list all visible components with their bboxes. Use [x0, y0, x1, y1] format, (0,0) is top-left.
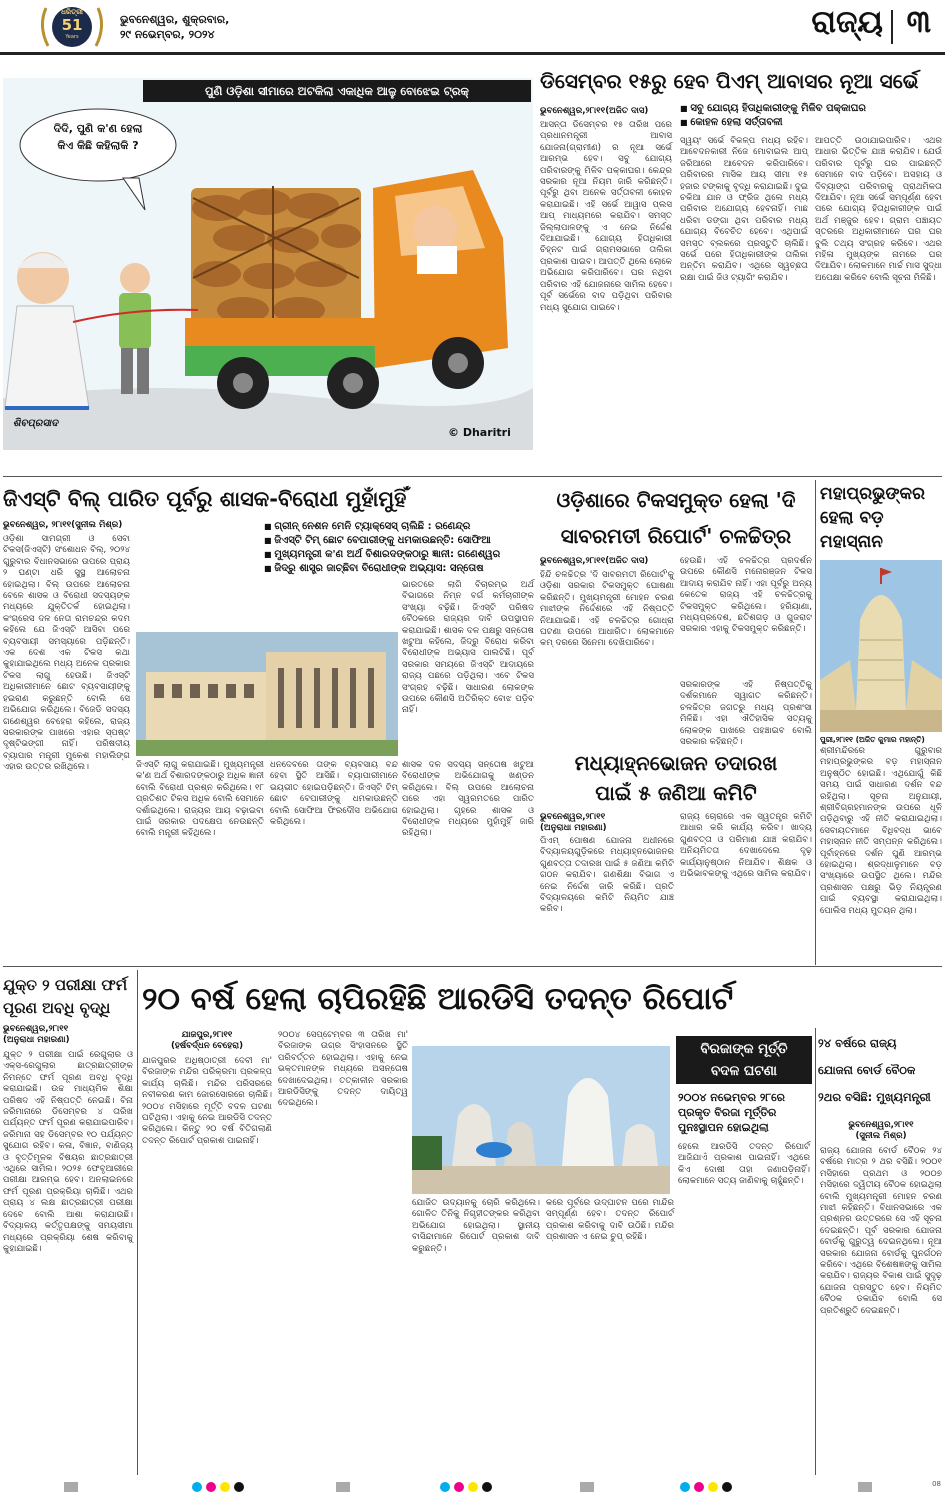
divider-top — [3, 476, 942, 477]
plus2-byline-place: ଭୁବନେଶ୍ୱର,୨୮ା୧୧ — [3, 1024, 69, 1034]
plus2-headline-line-2: ପୂରଣ ଅବଧି ବୃଦ୍ଧି — [3, 999, 111, 1017]
story-awas-bullets — [680, 102, 940, 130]
story-gst-col2: ଭାରତରେ ଲାଗି ବିଚାରମ୍ଭ ଅର୍ଥ ବିଭାଗରେ ନିମ୍ନ ବର୍ଗ କର୍ମଚାରୀଙ୍କ ସଂଖ୍ୟା ବଢ଼ିଛି। ଜିଏସ୍‌ଟି ପରିଷଦ ବୈଠକରେ ରାଜ୍ୟର ଦାବି ଉପସ୍ଥାପନ କରାଯାଇଛି। ଶାସକ ଦଳ ପକ୍ଷରୁ ସନ୍ତୋଷ ଖଟୁଆ କହିଲେ, ଜିଦ୍‌ରୁ ବିରୋଧ କରିବା ବିରୋଧୀଙ୍କ ଅଭ୍ୟାସ ପାଲଟିଛି। ପୂର୍ବ ସରକାର ସମୟରେ ଜିଏସ୍‌ଟି ଆଦାୟରେ ରାଜ୍ୟ ପଛରେ ପଡ଼ିଥିଲା। ଏବେ ଟିକସ ସଂଗ୍ରହ ବଢ଼ିଛି। ସାଧାରଣ ଲୋକଙ୍କ ଉପରେ କୌଣସି ଅତିରିକ୍ତ ବୋଝ ପଡ଼ିବ ନାହିଁ। — [402, 580, 534, 716]
story-awas-byline: ଭୁବନେଶ୍ୱର,୨୮ା୧୧(ଅଜିତ ଦାସ) — [540, 106, 649, 116]
cyan-dot-3 — [680, 1482, 690, 1492]
story-gst-col-c: ଶାସକ ଦଳ ସଦସ୍ୟ ସନ୍ତୋଷ ଖଟୁଆ ବିରୋଧୀଙ୍କ ଅଭିଯୋଗକୁ ଖଣ୍ଡନ କରିଥିଲେ। ବିଲ୍ ଉପରେ ଆଲୋଚନା ପରେ ଏହା ସ୍ୱରମତରେ ପାରିତ ହୋଇଥିଲା। ଗୃହରେ ଶାସକ ଓ ବିରୋଧୀଙ୍କ ମଧ୍ୟରେ ମୁହାଁମୁହିଁ ଜାରି ରହିଥିଲା। — [402, 760, 534, 839]
meal-byline-author: (ଅନୁରାଧା ମହାରଣା) — [540, 823, 607, 833]
gray-swatch-2 — [336, 1482, 350, 1492]
dateline — [120, 12, 229, 42]
yellow-dot-2 — [468, 1482, 478, 1492]
story-plus2-byline — [3, 1024, 135, 1046]
story-gst-byline: ଭୁବନେଶ୍ୱର, ୨୮ା୧୧(ସୁନୀଲ ମିଶ୍ର) — [3, 520, 123, 530]
story-plus2-headline — [3, 974, 135, 1020]
rdc-sidebar-title-line-1: ବିରଜାଙ୍କ ମୂର୍ତ୍ତି — [700, 1041, 788, 1057]
film-headline-line-1: ଓଡ଼ିଶାରେ ଟିକସମୁକ୍ତ ହେଲା 'ଦି — [556, 488, 796, 512]
plus2-byline-author: (ଅନୁରାଧା ମହାରଣା) — [3, 1035, 70, 1045]
biraja-temple-image — [412, 1046, 670, 1194]
story-gst-bullets — [264, 520, 536, 576]
temple-photo — [820, 560, 942, 732]
story-awas-col3: ଆପତ୍ତି ଉଠାଯାଇପାରିବ। ଏଥର ଆଧାର ଭିତ୍ତିକ ଯାଞ୍ଚ କରାଯିବ। ଯେଉଁ ପରିବାର ପୂର୍ବରୁ ଘର ପାଇଛନ୍ତି ସେମାନେ ବାଦ ପଡ଼ିବେ। ଅସହାୟ ଓ ଦିବ୍ୟାଙ୍ଗ ପରିବାରକୁ ପ୍ରାଥମିକତା ଦିଆଯିବ। ନୂଆ ସର୍ଭେ ସମ୍ପୂର୍ଣ୍ଣ ହେବା ପରେ ଯୋଗ୍ୟ ହିତାଧିକାରୀଙ୍କ ପାଇଁ ଅର୍ଥ ମଞ୍ଜୁର ହେବ। ଗ୍ରାମ ପଞ୍ଚାୟତ ସ୍ତରରେ ଅଧିକାରୀମାନେ ଘର ଘର ବୁଲି ତଥ୍ୟ ସଂଗ୍ରହ କରିବେ। ଏଥର ମହିଳା ମୁଖ୍ୟଙ୍କ ନାମରେ ଘର ଦିଆଯିବ। ଲୋକମାନେ ମାର୍ଚ୍ଚ ମାସ ସୁଦ୍ଧା ଅପେକ୍ଷା କରିବେ ବୋଲି ସୂଚନା ମିଳିଛି। — [815, 136, 942, 283]
logo-emblem — [36, 2, 108, 50]
page-number: ୩ — [906, 4, 931, 40]
header-rule — [0, 52, 945, 55]
section-title: ରାଜ୍ୟ — [811, 4, 883, 40]
mahasnana-headline-line-3: ମହାସ୍ନାନ — [820, 532, 883, 552]
story-meal-headline — [540, 748, 812, 808]
board-headline-line-3: ୨ଥର ବସିଛି: ମୁଖ୍ୟମନ୍ତ୍ରୀ — [818, 1090, 931, 1104]
copyright-mark: © Dharitri — [448, 426, 511, 439]
speech-line-2: କିଏ କିଛି କହିଲାକି ? — [57, 139, 139, 152]
divider-middle — [3, 966, 942, 967]
gray-swatch-3 — [580, 1482, 594, 1492]
board-headline-line-2: ଯୋଜନା ବୋର୍ଡ ବୈଠକ — [818, 1063, 916, 1077]
story-awas-col1: ଆସନ୍ତା ଡିସେମ୍ବର ୧୫ ତାରିଖ ପରେ ପ୍ରଧାନମନ୍ତ୍ରୀ ଆବାସ ଯୋଜନା(ଗ୍ରାମୀଣ) ର ନୂଆ ସର୍ଭେ ଆରମ୍ଭ ହେବ। ସବୁ ଯୋଗ୍ୟ ପରିବାରଙ୍କୁ ମିଳିବ ପକ୍କାଘର। କେନ୍ଦ୍ର ସରକାର ନୂଆ ନିୟମ ଜାରି କରିଛନ୍ତି। ପୂର୍ବରୁ ଥିବା ଅନେକ ସର୍ତ୍ତାବଳୀ କୋହଳ କରାଯାଇଛି। ଏହି ସର୍ଭେ ଆୱାସ ପ୍ଲସ ଆପ୍ ମାଧ୍ୟମରେ କରାଯିବ। ସମସ୍ତ ଜିଲ୍ଲାପାଳଙ୍କୁ ଏ ନେଇ ନିର୍ଦ୍ଦେଶ ଦିଆଯାଇଛି। ଯୋଗ୍ୟ ହିତାଧିକାରୀ ଚିହ୍ନଟ ପାଇଁ ଗ୍ରାମସଭାରେ ତାଲିକା ପ୍ରକାଶ ପାଇବ। ଆପତ୍ତି ଥିଲେ ଲୋକେ ଅଭିଯୋଗ କରିପାରିବେ। ଘର ନଥିବା ପରିବାର ଏହି ଯୋଜନାରେ ସାମିଲ ହେବେ। ପୂର୍ବ ସର୍ଭେରେ ବାଦ ପଡ଼ିଥିବା ପରିବାର ମଧ୍ୟ ସୁଯୋଗ ପାଇବେ। — [540, 120, 672, 313]
logo-number: 51 — [61, 16, 83, 34]
story-board-headline — [818, 1030, 942, 1111]
rdc-sidebar-subhead: ୨୦୦୪ ନଭେମ୍ବର ୨୮ରେ ପ୍ରକୃତ ବିରଜା ମୂର୍ତ୍ତିର ପୁନଃସ୍ଥାପନ ହୋଇଥିଲା — [678, 1091, 785, 1134]
story-rdc-col2: ୨୦୦୪ ସେପ୍ଟେମ୍ବର ୩ ତାରିଖ ମା' ବିରଜାଙ୍କ ଉଗ୍ର ସିଂହାସନରେ ସ୍ଥିତି ପରିବର୍ତ୍ତନ ହୋଇଥିଲା। ଏହାକୁ ନେଇ ଭକ୍ତମାନଙ୍କ ମଧ୍ୟରେ ଅସନ୍ତୋଷ ଦେଖାଦେଇଥିଲା। ତତ୍କାଳୀନ ସରକାର ଆରଡିସିଙ୍କୁ ତଦନ୍ତ ଦାୟିତ୍ୱ ଦେଇଥିଲେ। — [278, 1030, 408, 1109]
rdc-sidebar-body: ହେଲେ ଆରଡିସି ତଦନ୍ତ ରିପୋର୍ଟ ଆଜିଯାଏଁ ପ୍ରକାଶ ପାଇନାହିଁ। ଏଥିରେ କିଏ ଦୋଷୀ ତାହା ଜଣାପଡ଼ିନାହିଁ। ଲୋକମାନେ ସତ୍ୟ ଜାଣିବାକୁ ଚାହୁଁଛନ୍ତି। — [678, 1142, 810, 1187]
awas-bullet-1: ■ ସବୁ ଯୋଗ୍ୟ ହିତାଧିକାରୀଙ୍କୁ ମିଳିବ ପକ୍କାଘର — [680, 102, 940, 116]
speech-bubble-text — [33, 120, 163, 154]
section-divider — [891, 10, 893, 44]
story-rdc-headline: ୨୦ ବର୍ଷ ହେଲା ଚାପିରହିଛି ଆରଡିସି ତଦନ୍ତ ରିପୋର୍ଟ — [142, 981, 734, 1017]
dateline-date: ୨୯ ନଭେମ୍ବର, ୨୦୨୪ — [120, 28, 215, 41]
divider-right-column — [815, 480, 816, 965]
story-rdc-col1: ଯାଜପୁରର ଅଧିଷ୍ଠାତ୍ରୀ ଦେବୀ ମା' ବିରଜାଙ୍କ ମନ୍ଦିର ପରିକ୍ରମା ପ୍ରକଳ୍ପ କାର୍ଯ୍ୟ ଚାଲିଛି। ମନ୍ଦିର ପରିସରରେ ନବୀକରଣ କାମ ଜୋରସୋରରେ ଚାଲିଛି। ୨୦୦୪ ମସିହାରେ ମୂର୍ତ୍ତି ବଦଳ ଘଟଣା ଘଟିଥିଲା। ଏହାକୁ ନେଇ ଆରଡିସି ତଦନ୍ତ କରିଥିଲେ। କିନ୍ତୁ ୨୦ ବର୍ଷ ବିତିଗଲାଣି ତଦନ୍ତ ରିପୋର୍ଟ ପ୍ରକାଶ ପାଇନାହିଁ। — [142, 1056, 272, 1146]
mahasnana-headline-line-2: ହେଲା ବଡ଼ — [820, 508, 884, 528]
meal-headline-line-2: ପାଇଁ ୫ ଜଣିଆ କମିଟି — [595, 781, 757, 805]
black-dot — [234, 1482, 244, 1492]
divider-board — [815, 1028, 816, 1475]
divider-plus2 — [137, 970, 138, 1475]
film-headline-line-2: ସାବରମତୀ ରିପୋର୍ଟ' ଚଳଚ୍ଚିତ୍ର — [560, 524, 792, 548]
cartoon — [3, 78, 533, 450]
story-gst-col-b: ଧନଦେବରେ ତାଙ୍କ ବ୍ୟବସାୟ ବନ୍ଦ ହେବା ସ୍ଥିତି ଆସିଛି। ବ୍ୟାପାରୀମାନେ ଭୟଭୀତ ହୋଇପଡ଼ିଛନ୍ତି। ଜିଏସ୍‌ଟି ଟିମ୍ ଛୋଟ ବେପାରୀଙ୍କୁ ଧମକାଉଛନ୍ତି ବୋଲି ସୋଫିଆ ଫିରଦୌସ ଅଭିଯୋଗ କରିଥିଲେ। — [270, 760, 398, 828]
yellow-dot — [220, 1482, 230, 1492]
story-meal-col2: ରାଜ୍ୟ ଚୋରାରେ ଏକ ସ୍ୱତନ୍ତ୍ର କମିଟି ଆଧାର କରି କାର୍ଯ୍ୟ କରିବ। ଖାଦ୍ୟ ଗୁଣବତ୍ତା ଓ ପରିମାଣ ଯାଞ୍ଚ କରାଯିବ। ଅନିୟମିତତା ଦେଖାଦେଲେ ଦୃଢ଼ କାର୍ଯ୍ୟାନୁଷ୍ଠାନ ନିଆଯିବ। ଶିକ୍ଷକ ଓ ଅଭିଭାବକଙ୍କୁ ଏଥିରେ ସାମିଲ କରାଯିବ। — [680, 812, 812, 880]
jagannath-temple-image — [820, 560, 942, 732]
page-marker: 08 — [932, 1480, 941, 1488]
assembly-building-image — [136, 632, 398, 756]
awas-bullet-2: ■ କୋହଳ ହେଲା ସର୍ତ୍ତାବଳୀ — [680, 116, 940, 130]
gray-swatch — [64, 1482, 78, 1492]
story-awas-col2: ସ୍ୱୟଂ ସର୍ଭେ ବିକଳ୍ପ ମଧ୍ୟ ରହିବ। ଆବେଦନକାରୀ ନିଜେ ମୋବାଇଲ ଆପ୍ ଜରିଆରେ ଆବେଦନ କରିପାରିବେ। ପରିବାରର ମାସିକ ଆୟ ସୀମା ୧୫ ହଜାର ଟଙ୍କାକୁ ବୃଦ୍ଧି କରାଯାଇଛି। ଦୁଇ ଚକିଆ ଯାନ ଓ ଫ୍ରିଜ ଥିଲେ ମଧ୍ୟ ପରିବାର ଅଯୋଗ୍ୟ ହେବନାହିଁ। ମାଛ ଧରିବା ଡଙ୍ଗା ଥିବା ପରିବାର ମଧ୍ୟ ଯୋଗ୍ୟ ବିବେଚିତ ହେବେ। ଏଥିପାଇଁ ସମସ୍ତ ବ୍ଲକରେ ପ୍ରସ୍ତୁତି ଚାଲିଛି। ସର୍ଭେ ପରେ ହିତାଧିକାରୀଙ୍କ ତାଲିକା ଅନ୍ତିମ କରାଯିବ। ଏଥିରେ ସ୍ୱଚ୍ଛତା ରକ୍ଷା ପାଇଁ ଜିଓ ଟ୍ୟାଗିଂ କରାଯିବ। — [680, 136, 808, 283]
cartoonist-signature: ଶିବପ୍ରସାଦ — [13, 418, 58, 429]
magenta-dot-2 — [454, 1482, 464, 1492]
board-headline-line-1: ୨୪ ବର୍ଷରେ ରାଜ୍ୟ — [818, 1036, 897, 1050]
logo-years: Years — [65, 34, 79, 40]
story-mahasnana-byline: ପୁରୀ,୨୮ା୧୧ (ଅଜିତ କୁମାର ମହାନ୍ତି) — [820, 735, 925, 744]
story-meal-col1: ପିଏମ୍ ପୋଷଣ ଯୋଜନା ଅଧୀନରେ ବିଦ୍ୟାଳୟଗୁଡ଼ିକରେ ମଧ୍ୟାହ୍ନଭୋଜନର ଗୁଣବତ୍ତା ତଦାରଖ ପାଇଁ ୫ ଜଣିଆ କମିଟି ଗଠନ କରାଯିବ। ଗଣଶିକ୍ଷା ବିଭାଗ ଏ ନେଇ ନିର୍ଦ୍ଦେଶ ଜାରି କରିଛି। ପ୍ରତି ବିଦ୍ୟାଳୟରେ କମିଟି ନିୟମିତ ଯାଞ୍ଚ କରିବ। — [540, 836, 674, 915]
story-film-col1: ହିନ୍ଦି ଚଳଚ୍ଚିତ୍ର 'ଦି ସାବରମତୀ ରିପୋର୍ଟ'କୁ ଓଡ଼ିଶା ସରକାର ଟିକସମୁକ୍ତ ଘୋଷଣା କରିଛନ୍ତି। ମୁଖ୍ୟମନ୍ତ୍ରୀ ମୋହନ ଚରଣ ମାଝୀଙ୍କ ନିର୍ଦ୍ଦେଶରେ ଏହି ନିଷ୍ପତ୍ତି ନିଆଯାଇଛି। ଏହି ଚଳଚ୍ଚିତ୍ର ଗୋଧ୍ରା ଘଟଣା ଉପରେ ଆଧାରିତ। ଲୋକମାନେ କମ୍ ଦରରେ ସିନେମା ଦେଖିପାରିବେ। — [540, 570, 674, 649]
rdc-sidebar-title-line-2: ବଦଳ ଘଟଣା — [710, 1063, 778, 1079]
cyan-dot — [192, 1482, 202, 1492]
black-dot-2 — [482, 1482, 492, 1492]
magenta-dot — [206, 1482, 216, 1492]
gst-bullet-2: ■ ଜିଏସ୍‌ଟି ଟିମ୍ ଛୋଟ ବେପାରୀଙ୍କୁ ଧମକାଉଛନ୍ତି: ସୋଫିଆ — [264, 534, 536, 548]
gst-bullet-1: ■ ଗ୍ରୀନ୍ ନେଶନ ମେନି ଟ୍ୟାକ୍ସେସ୍ ଚାଲିଛି : ରଣେନ୍ଦ୍ର — [264, 520, 536, 534]
story-gst-col1: ଓଡ଼ିଶା ସାମଗ୍ରୀ ଓ ସେବା ଟିକସ(ଜିଏସ୍‌ଟି) ସଂଶୋଧନ ବିଲ୍, ୨୦୨୪ ଗୁରୁବାର ବିଧାନସଭାରେ ଉପରେ ପ୍ରାୟ ୨ ଘଣ୍ଟା ଧରି ସୁସ୍ଥ ଆଲୋଚନା ହୋଇଥିଲା। ବିଲ୍ ଉପରେ ଆଲୋଚନା ବେଳେ ଶାସକ ଓ ବିରୋଧୀ ସଦସ୍ୟଙ୍କ ମଧ୍ୟରେ ଯୁକ୍ତିତର୍କ ହୋଇଥିଲା। କଂଗ୍ରେସ ଦଳ ନେତା ରାମଚନ୍ଦ୍ର କଦମ କହିଲେ ଯେ ଜିଏସ୍‌ଟି ଆସିବା ପରେ ବ୍ୟବସାୟୀ ସମସ୍ୟାରେ ପଡ଼ିଛନ୍ତି। ଏକ ଦେଶ ଏକ ଟିକସ କଥା କୁହାଯାଇଥିଲେ ମଧ୍ୟ ଅନେକ ପ୍ରକାର ଟିକସ ଲାଗୁ ହେଉଛି। ଜିଏସ୍‌ଟି ଅଧିକାରୀମାନେ ଛୋଟ ବ୍ୟବସାୟୀଙ୍କୁ ହଇରାଣ କରୁଛନ୍ତି ବୋଲି ସେ ଅଭିଯୋଗ କରିଥିଲେ। ବିଜେଡି ସଦସ୍ୟ ଗଣେଶ୍ୱର ବେହେରା କହିଲେ, ରାଜ୍ୟ ସରକାରଙ୍କ ପାଖରେ ଏହାର ସ୍ପଷ୍ଟ ଦୃଷ୍ଟିଭଙ୍ଗୀ ନାହିଁ। ପରିଷଦୀୟ ବ୍ୟାପାର ମନ୍ତ୍ରୀ ମୁକେଶ ମହାଲିଙ୍ଗ ଏହାର ଉତ୍ତର ରଖିଥିଲେ। — [3, 534, 130, 773]
gst-bullet-4: ■ ଜିଦ୍‌ରୁ ଶାସ୍ତ୍ର ଜାଚ୍ଛିବା ବିରୋଧୀଙ୍କ ଅଭ୍ୟାସ: ସନ୍ତୋଷ — [264, 562, 536, 576]
biraja-temple-photo — [412, 1046, 670, 1194]
story-film-headline — [540, 482, 812, 554]
assembly-photo — [136, 632, 398, 756]
board-byline-author: (ସୁନୀଲ ମିଶ୍ର) — [855, 1131, 907, 1141]
black-dot-3 — [722, 1482, 732, 1492]
story-plus2-body: ଯୁକ୍ତ ୨ ପରୀକ୍ଷା ପାଇଁ ରେଗୁଲାର ଓ ଏକ୍ସ-ରେଗୁଲାର ଛାତ୍ରଛାତ୍ରୀଙ୍କ ନିମନ୍ତେ ଫର୍ମ ପୂରଣ ଅବଧି ବୃଦ୍ଧି କରାଯାଇଛି। ଉଚ୍ଚ ମାଧ୍ୟମିକ ଶିକ୍ଷା ପରିଷଦ ଏହି ନିଷ୍ପତ୍ତି ନେଇଛି। ବିନା ଜରିମାନାରେ ଡିସେମ୍ବର ୪ ତାରିଖ ପର୍ଯ୍ୟନ୍ତ ଫର୍ମ ପୂରଣ କରାଯାଇପାରିବ। ଜରିମାନା ସହ ଡିସେମ୍ବର ୧୦ ପର୍ଯ୍ୟନ୍ତ ସୁଯୋଗ ରହିବ। କଳା, ବିଜ୍ଞାନ, ବାଣିଜ୍ୟ ଓ ବୃତ୍ତିମୂଳକ ବିଷୟର ଛାତ୍ରଛାତ୍ରୀ ଏଥିରେ ସାମିଲ। ୨୦୨୫ ଫେବୃଆରୀରେ ପରୀକ୍ଷା ଆରମ୍ଭ ହେବ। ଅନଲାଇନରେ ଫର୍ମ ପୂରଣ ପ୍ରକ୍ରିୟା ଚାଲିଛି। ଏଥର ପ୍ରାୟ ୪ ଲକ୍ଷ ଛାତ୍ରଛାତ୍ରୀ ପରୀକ୍ଷା ଦେବେ ବୋଲି ଆଶା କରାଯାଉଛି। ବିଦ୍ୟାଳୟ କର୍ତ୍ତୃପକ୍ଷଙ୍କୁ ସମୟସୀମା ମଧ୍ୟରେ ପ୍ରକ୍ରିୟା ଶେଷ କରିବାକୁ କୁହାଯାଇଛି। — [3, 1050, 133, 1254]
story-rdc-col3: ଯୋଜିତ ଉଦ୍ୟାନକୁ ଚୋରି କରିଥିଲେ। ଗୋଳିତ ତିନିକୁ ନିଗୃହୀତଙ୍କର କରିଥିବା ଅଭିଯୋଗ ହୋଇଥିଲା। ସ୍ଥାନୀୟ ବାସିନ୍ଦାମାନେ ରିପୋର୍ଟ ପ୍ରକାଶ ଦାବି କରୁଛନ୍ତି। — [412, 1198, 540, 1254]
yellow-dot-3 — [708, 1482, 718, 1492]
story-rdc-col4: କରେ ପୂର୍ବରେ ଉଦ୍‌ଘାଟନ ପରେ ମାନ୍ଦିର ସମ୍ପୂର୍ଣ୍ଣ ହେବ। ତଦନ୍ତ ରିପୋର୍ଟ ପ୍ରକାଶ କରିବାକୁ ଦାବି ଉଠିଛି। ମନ୍ଦିର ପ୍ରଶାସନ ଏ ନେଇ ଚୁପ୍ ରହିଛି। — [546, 1198, 674, 1243]
logo-text: ଧରିତ୍ରୀ — [61, 8, 83, 16]
cartoon-caption: ପୁଣି ଓଡ଼ିଶା ସୀମାରେ ଅଟକିଲା ଏକାଧିକ ଆଳୁ ବୋଝେଇ ଟ୍ରକ୍ — [143, 80, 531, 102]
masthead — [0, 0, 945, 58]
gray-swatch-4 — [858, 1482, 872, 1492]
story-film-byline: ଭୁବନେଶ୍ୱର,୨୮ା୧୧(ଅଜିତ ଦାସ) — [540, 556, 649, 566]
story-awas-headline: ଡିସେମ୍ବର ୧୫ରୁ ହେବ ପିଏମ୍ ଆବାସର ନୂଆ ସର୍ଭେ — [540, 69, 919, 93]
gst-bullet-3: ■ ମୁଖ୍ୟମନ୍ତ୍ରୀ କ'ଣ ଅର୍ଥ ବିଶାରଦଙ୍କଠାରୁ ଜ୍ଞାନୀ: ଗଣେଶ୍ୱର — [264, 548, 536, 562]
rdc-byline-author: (ହର୍ଷବର୍ଦ୍ଧନ ବେହେରା) — [170, 1041, 244, 1051]
rdc-sidebar-title — [676, 1036, 812, 1084]
story-meal-byline — [540, 812, 674, 834]
rdc-byline-place: ଯାଜପୁର,୨୮ା୧୧ — [181, 1030, 233, 1040]
print-color-bar — [0, 1478, 945, 1497]
meal-byline-place: ଭୁବନେଶ୍ୱର,୨୮ା୧୧ — [540, 812, 606, 822]
story-film-col2: ହେଉଛି। ଏହି ଚଳଚ୍ଚିତ୍ର ପ୍ରଦର୍ଶନ ଉପରେ କୌଣସି ମନୋରଞ୍ଜନ ଟିକସ ଆଦାୟ କରାଯିବ ନାହିଁ। ଏହା ପୂର୍ବରୁ ଅନ୍ୟ କେତେକ ରାଜ୍ୟ ଏହି ଚଳଚ୍ଚିତ୍ରକୁ ଟିକସମୁକ୍ତ କରିଥିଲେ। ହରିୟାଣା, ମଧ୍ୟପ୍ରଦେଶ, ଛତିଶଗଡ଼ ଓ ଗୁଜରାଟ ସରକାର ଏହାକୁ ଟିକସମୁକ୍ତ କରିଛନ୍ତି। — [680, 556, 812, 635]
story-film-col3: ସରକାରଙ୍କ ଏହି ନିଷ୍ପତ୍ତିକୁ ଦର୍ଶକମାନେ ସ୍ୱାଗତ କରିଛନ୍ତି। ଚଳଚ୍ଚିତ୍ର ଜଗତରୁ ମଧ୍ୟ ପ୍ରଶଂସା ମିଳିଛି। ଏହା ଐତିହାସିକ ସତ୍ୟକୁ ଲୋକଙ୍କ ପାଖରେ ପହଞ୍ଚାଇବ ବୋଲି ସରକାର କହିଛନ୍ତି। — [680, 680, 812, 748]
story-board-body: ରାଜ୍ୟ ଯୋଜନା ବୋର୍ଡ ବୈଠକ ୨୪ ବର୍ଷରେ ମାତ୍ର ୨ ଥର ବସିଛି। ୨୦୦୧ ମସିହାରେ ପ୍ରଥମ ଓ ୨୦୦୭ ମସିହାରେ ଦ୍ୱିତୀୟ ବୈଠକ ହୋଇଥିଲା ବୋଲି ମୁଖ୍ୟମନ୍ତ୍ରୀ ମୋହନ ଚରଣ ମାଝୀ କହିଛନ୍ତି। ବିଧାନସଭାରେ ଏକ ପ୍ରଶ୍ନର ଉତ୍ତରରେ ସେ ଏହି ସୂଚନା ଦେଇଛନ୍ତି। ପୂର୍ବ ସରକାର ଯୋଜନା ବୋର୍ଡକୁ ଗୁରୁତ୍ୱ ଦେଇନଥିଲେ। ନୂଆ ସରକାର ଯୋଜନା ବୋର୍ଡକୁ ପୁନର୍ଗଠନ କରିବେ। ଏଥିରେ ବିଶେଷଜ୍ଞଙ୍କୁ ସାମିଲ କରାଯିବ। ରାଜ୍ୟର ବିକାଶ ପାଇଁ ସୁଦୃଢ଼ ଯୋଜନା ପ୍ରସ୍ତୁତ ହେବ। ନିୟମିତ ବୈଠକ ଡକାଯିବ ବୋଲି ସେ ପ୍ରତିଶ୍ରୁତି ଦେଇଛନ୍ତି। — [820, 1146, 942, 1316]
meal-headline-line-1: ମଧ୍ୟାହ୍ନଭୋଜନ ତଦାରଖ — [574, 751, 778, 775]
story-gst-col-a: ଜିଏସ୍‌ଟି ଲାଗୁ କରାଯାଇଛି। ମୁଖ୍ୟମନ୍ତ୍ରୀ କ'ଣ ଅର୍ଥ ବିଶାରଦଙ୍କଠାରୁ ଅଧିକ ଜ୍ଞାନୀ ବୋଲି ବିରୋଧୀ ପ୍ରଶ୍ନ କରିଥିଲେ। ୧୮ ପ୍ରତିଶତ ଟିକସ ଅଧିକ ବୋଲି ସେମାନେ ଦର୍ଶାଇଥିଲେ। ରାଜ୍ୟର ଆୟ ବଢ଼ାଇବା ପାଇଁ ସରକାର ପଦକ୍ଷେପ ନେଉଛନ୍ତି ବୋଲି ମନ୍ତ୍ରୀ କହିଥିଲେ। — [136, 760, 264, 839]
story-rdc-byline — [142, 1030, 272, 1052]
story-board-byline — [820, 1120, 942, 1142]
dateline-day: ଭୁବନେଶ୍ୱର, ଶୁକ୍ରବାର, — [120, 13, 230, 26]
plus2-headline-line-1: ଯୁକ୍ତ ୨ ପରୀକ୍ଷା ଫର୍ମ — [3, 976, 128, 994]
speech-line-1: ଦିଦି, ପୁଣି କ'ଣ ହେଲା — [53, 122, 143, 135]
story-mahasnana-body: ଶ୍ରୀମନ୍ଦିରରେ ଗୁରୁବାର ମହାପ୍ରଭୁଙ୍କର ବଡ଼ ମହାସ୍ନାନ ଅନୁଷ୍ଠିତ ହୋଇଛି। ଏଥିଯୋଗୁଁ କିଛି ସମୟ ପାଇଁ ସାଧାରଣ ଦର୍ଶନ ବନ୍ଦ ରହିଥିଲା। ସୂଚନା ଅନୁଯାୟୀ, ଶ୍ରୀବିଗ୍ରହମାନଙ୍କ ଉପରେ ଧୂଳି ପଡ଼ିଥିବାରୁ ଏହି ନୀତି କରାଯାଇଥିଲା। ସେବାୟତମାନେ ବିଧିବଦ୍ଧ ଭାବେ ମହାସ୍ନାନ ନୀତି ସମ୍ପନ୍ନ କରିଥିଲେ। ପୂର୍ବାହ୍ନରେ ଦର୍ଶନ ପୁଣି ଆରମ୍ଭ ହୋଇଥିଲା। ଶ୍ରଦ୍ଧାଳୁମାନେ ବଡ଼ ସଂଖ୍ୟାରେ ଉପସ୍ଥିତ ଥିଲେ। ମନ୍ଦିର ପ୍ରଶାସନ ପକ୍ଷରୁ ଭିଡ଼ ନିୟନ୍ତ୍ରଣ ପାଇଁ ବ୍ୟବସ୍ଥା କରାଯାଇଥିଲା। ପୋଲିସ ମଧ୍ୟ ମୁତୟନ ଥିଲା। — [820, 746, 942, 916]
cyan-dot-2 — [440, 1482, 450, 1492]
mahasnana-headline-line-1: ମହାପ୍ରଭୁଙ୍କର — [820, 484, 926, 504]
board-byline-place: ଭୁବନେଶ୍ୱର,୨୮ା୧୧ — [848, 1120, 914, 1130]
story-mahasnana-headline — [820, 482, 942, 554]
story-gst-headline: ଜିଏସ୍‌ଟି ବିଲ୍ ପାରିତ ପୂର୍ବରୁ ଶାସକ-ବିରୋଧୀ ମୁହାଁମୁହିଁ — [3, 487, 407, 511]
magenta-dot-3 — [694, 1482, 704, 1492]
